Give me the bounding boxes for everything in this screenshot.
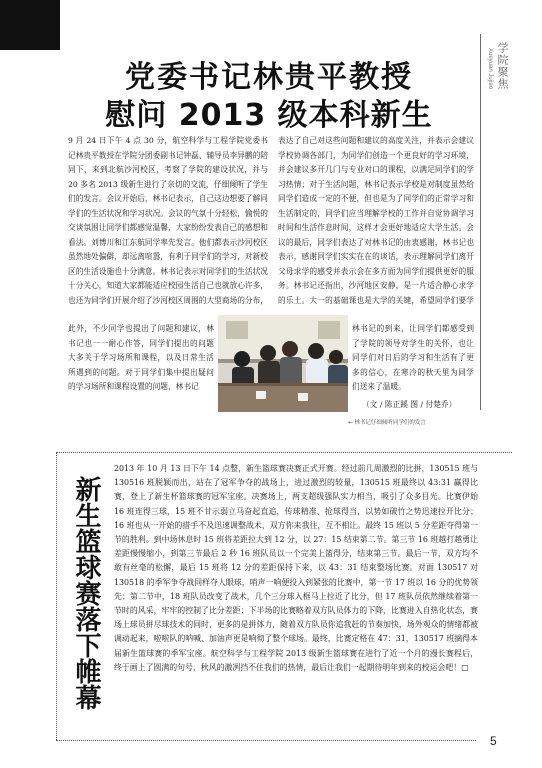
article1-byline: （文 / 陈正蹊 图 / 付楚乔） xyxy=(362,400,457,409)
article1-col2-text: 表达了自己对这些问题和建议的高度关注，并表示会建议学校协调各部门，为同学们创造一个更良好的学习环境，并会建议多开几门与专业对口的课程，以满足同学们的学习热情；对于生活问题，林书记表示学校是对制度虽然给同学们造成一定的不便，但也是为了同学们的正常学习和生活制定的，同学们应当理解学校的工作并自觉协调学习时间和生活作息时间，这样才会更好地适应大学生活。会议的最后，同学们表达了对林书记的由衷感谢，林书记也表示，感谢同学们实实在在的谈话，表示理解同学们离开父母求学的感受并表示会在多方面为同学们提供更好的服务。林书记还指出，沙河地区安静，是一片适合静心求学的乐土。大一的基础课也是大学的关键，希望同学们要学 xyxy=(278,136,474,305)
meeting-photo xyxy=(218,315,348,412)
section-border-top xyxy=(56,452,512,453)
article1-col1-continued: 此外，不少同学也提出了问题和建议，林书记也一一耐心作答，同学们提出的问题大多关于学习场所和课程，以及日常生活所遇到的问题。对于同学们集中提出疑问的学习场所和课程设置的问题，林书记 xyxy=(68,324,214,391)
column-tag: 学院聚焦 xyxy=(496,42,509,90)
article-title-line2: 慰问 2013 级本科新生 xyxy=(105,98,433,133)
article-title-line1: 党委书记林贵平教授 xyxy=(125,60,413,95)
photo-caption: ← 林书记仔细倾听同学们的发言 xyxy=(348,420,426,426)
section-border-left xyxy=(56,452,57,740)
article2-text: 2013 年 10 月 13 日下午 14 点整，新生篮球赛决赛正式开赛。经过前几周激烈的比拼，130515 班与 130516 班脱颖而出，站在了冠军争夺的战场上，进过激烈的较量，130515 班最终以 43:31 赢得比赛，登上了新生杯篮球赛的冠军宝座。决赛场上，两支超级强队实力相当，吸引了众多目光。比赛伊始 16 班连得三球，15 班不甘示弱立马奋起直追，传球精准、抢球得当，以势如破竹之势迅速拉开比分；16 班也从一开始的措手不及迅速调整战术，双方你来我往，互不相让。最终 15 班以 5 分差距夺得第一节的胜利。到中场休息时 15 班将差距拉大到 12 分，以 27：15 结束第二节。第三节 16 班越打越勇让差距慢慢缩小，到第三节最后 2 秒 16 班队员以一个完美上篮得分，结束第三节。最后一节，双方均不敢有丝毫的松懈，最后 15 班将 12 分的差距保持下来，以 43：31 结束整场比赛。对面 130517 对 130518 的季军争夺战同样夺人眼球，哨声一响便投入到紧张的比赛中，第一节 17 班以 16 分的优势领先；第二节中，18 班队员改变了战术，几个三分球入框马上拉近了比分，但 17 班队员依然继续着第一节时的风采，牢牢的控制了比分差距；下半场的比赛略着双方队员体力的下降，比赛进入自热化状态，赛场上球员拼尽球技术的同时，更多的是拼体力，随着双方队员你追我赶的节奏加快，场外观众的情绪都被调动起来，啦啦队的呐喊、加油声更是响彻了整个球场。最终，比赛定格在 47：31，130517 班摘得本届新生篮球赛的季军宝座。航空科学与工程学院 2013 级新生篮球赛在进行了近一个月的漫长赛程后，终于画上了圆满的句号，秋风的激冽挡不住我们的热情，最后让我们一起期待明年到来的校运会吧！□ xyxy=(114,464,478,672)
column-tag-en: Xueyuan Jujiao xyxy=(487,48,493,90)
corner-block xyxy=(0,0,60,50)
page-number: 5 xyxy=(490,734,497,748)
article1-col1-text: 9 月 24 日下午 4 点 30 分，航空科学与工程学院党委书记林贵平教授在学院分团委副书记钟磊、辅导员李异鹏的陪同下，来到北航沙河校区，考察了学院的建设状况，并与 20 多名 2013 级新生进行了亲切的交流，仔细倾听了学生们的发言。会议开始后，林书记表示，自己这边想要了解同学们的生活状况和学习状况。会议的气氛十分轻松，愉悦的交谈氛围让同学们都感觉温馨，大家纷纷发表自己的感想和看法。刘博川和江东航同学率先发言。他们都表示沙河校区虽然地处偏僻，却远离喧嚣，有利于同学们的学习，对新校区的生活设施也十分满意。林书记表示对同学们的生活状况十分关心，知道大家都能适应校园生活自己也就放心许多，也还为同学们开展介绍了沙河校区周围的大型商场的分布， xyxy=(68,136,268,305)
article1-col2-continued: 林书记的到来，让同学们都感受到了学院的领导对学生的关怀，也让同学们对日后的学习和生活有了更多的信心，在寒冷的秋天里为同学们送来了温暖。 xyxy=(352,324,474,391)
column-divider xyxy=(480,34,481,410)
section-border-bottom xyxy=(56,740,476,741)
article2-vertical-title: 新生篮球赛落下帷幕 xyxy=(71,476,101,710)
